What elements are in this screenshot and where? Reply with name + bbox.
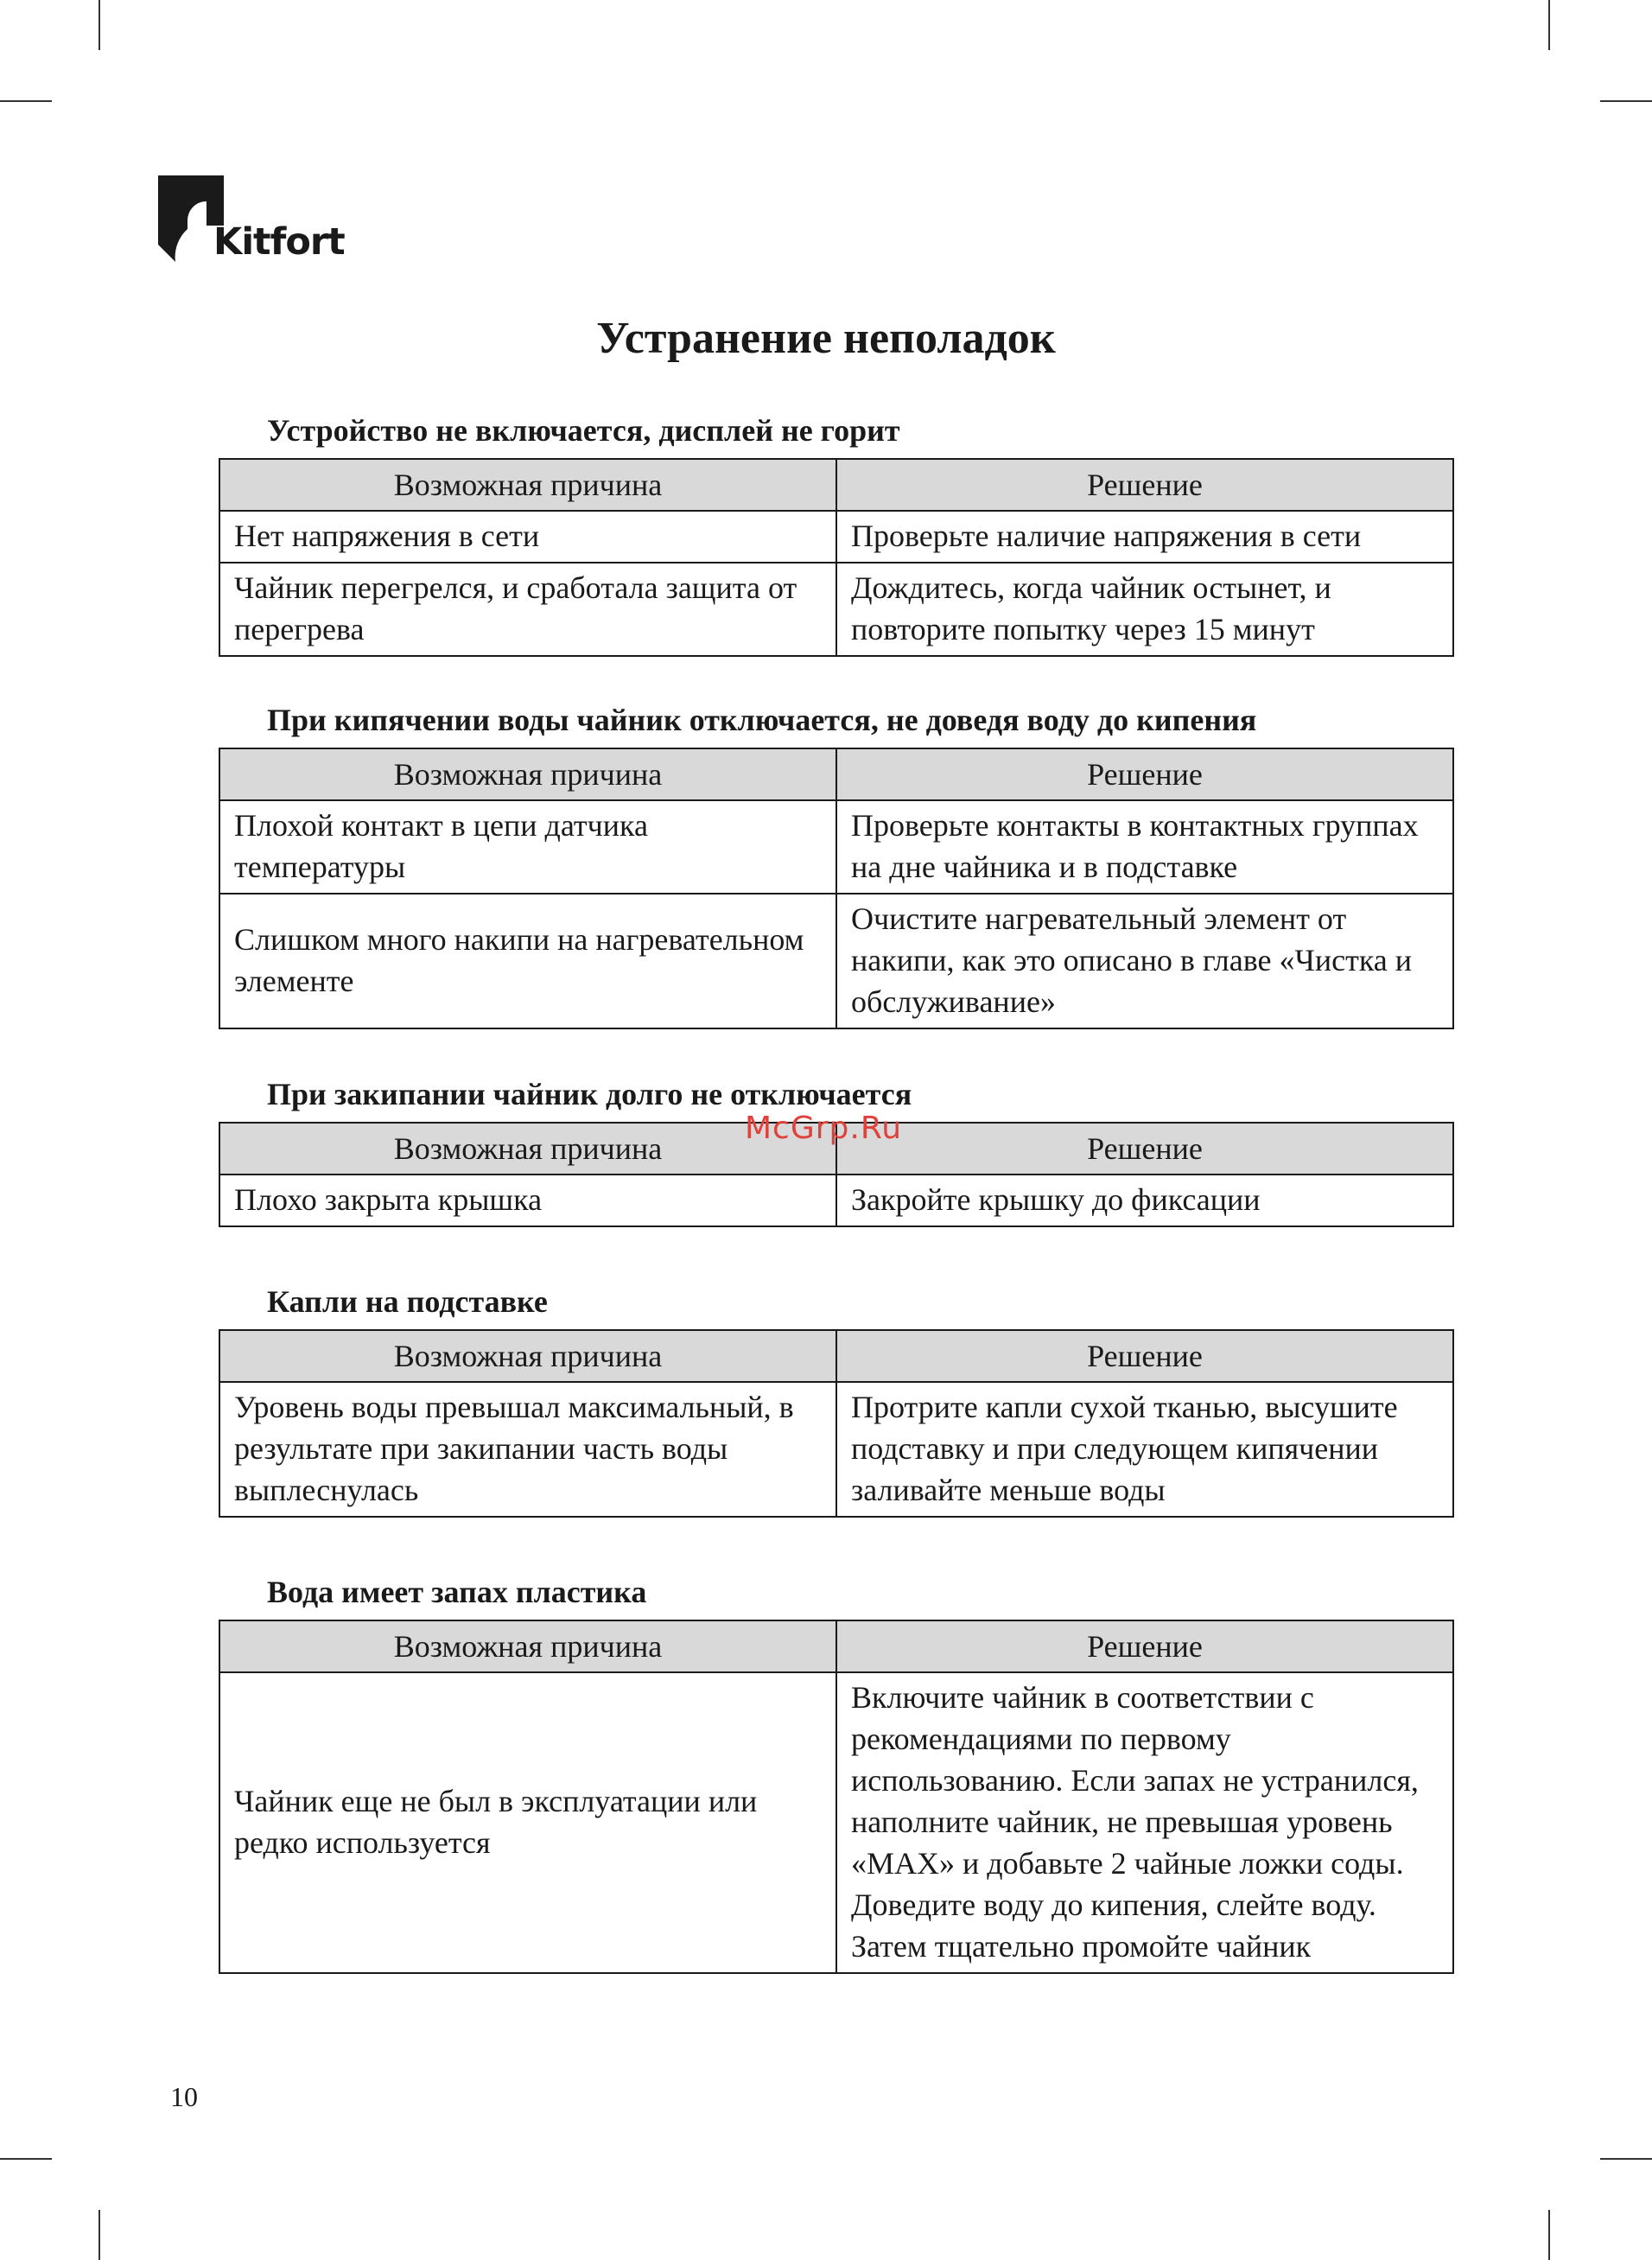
section-kettle-turns-off-early	[219, 696, 1452, 1029]
page-number: 10	[170, 2081, 198, 2112]
table-header-row	[219, 1330, 1453, 1382]
crop-mark	[1548, 0, 1550, 50]
section-plastic-smell	[219, 1568, 1452, 1974]
cause-cell: Плохой контакт в цепи датчика температуры	[219, 800, 836, 894]
table-row	[219, 894, 1453, 1028]
header-cause: Возможная причина	[219, 1123, 836, 1175]
solution-cell: Закройте крышку до фиксации	[836, 1175, 1453, 1226]
crop-mark	[1600, 2158, 1652, 2160]
crop-mark	[1548, 2210, 1550, 2260]
table-row	[219, 511, 1453, 563]
table-row	[219, 1382, 1453, 1517]
solution-cell: Включите чайник в соответствии с рекомендациями по первому использованию. Если запах не устранился, наполните чайник, не превышая уровень «MAX» и добавьте 2 чайные ложки соды. Доведите воду до кипения, слейте воду. Затем тщательно промойте чайник	[836, 1672, 1453, 1973]
table-header-row	[219, 459, 1453, 511]
troubleshooting-table	[219, 1620, 1454, 1974]
section-title: Капли на подставке	[267, 1284, 548, 1319]
watermark-text: McGrp.Ru	[745, 1111, 903, 1146]
solution-cell: Проверьте наличие напряжения в сети	[836, 511, 1453, 563]
solution-cell: Дождитесь, когда чайник остынет, и повторите попытку через 15 минут	[836, 563, 1453, 656]
table-row	[219, 800, 1453, 894]
cause-cell: Чайник еще не был в эксплуатации или редко используется	[219, 1672, 836, 1973]
crop-mark	[98, 2210, 100, 2260]
crop-mark	[98, 0, 100, 50]
cause-cell: Плохо закрыта крышка	[219, 1175, 836, 1226]
logo-brand-text: Kitfort	[213, 220, 345, 264]
section-title: При кипячении воды чайник отключается, не доведя воду до кипения	[267, 703, 1257, 737]
header-solution: Решение	[836, 1123, 1453, 1175]
table-row	[219, 1175, 1453, 1226]
troubleshooting-table	[219, 1329, 1454, 1518]
cause-cell: Уровень воды превышал максимальный, в результате при закипании часть воды выплеснулась	[219, 1382, 836, 1517]
troubleshooting-table	[219, 458, 1454, 657]
section-kettle-does-not-turn-off	[219, 1070, 1452, 1227]
header-solution: Решение	[836, 748, 1453, 800]
header-cause: Возможная причина	[219, 1330, 836, 1382]
crop-mark	[0, 100, 52, 102]
page-title: Устранение неполадок	[596, 314, 1056, 363]
troubleshooting-table	[219, 748, 1454, 1029]
crop-mark	[1600, 100, 1652, 102]
table-row	[219, 563, 1453, 656]
solution-cell: Очистите нагревательный элемент от накипи, как это описано в главе «Чистка и обслуживание»	[836, 894, 1453, 1028]
table-header-row	[219, 748, 1453, 800]
header-cause: Возможная причина	[219, 748, 836, 800]
cause-cell: Чайник перегрелся, и сработала защита от перегрева	[219, 563, 836, 656]
cause-cell: Слишком много накипи на нагревательном элементе	[219, 894, 836, 1028]
section-title: При закипании чайник долго не отключается	[267, 1077, 912, 1111]
section-drops-on-base	[219, 1277, 1452, 1518]
header-solution: Решение	[836, 459, 1453, 511]
solution-cell: Протрите капли сухой тканью, высушите подставку и при следующем кипячении заливайте меньше воды	[836, 1382, 1453, 1517]
crop-mark	[0, 2158, 52, 2160]
table-header-row	[219, 1620, 1453, 1672]
header-cause: Возможная причина	[219, 459, 836, 511]
solution-cell: Проверьте контакты в контактных группах на дне чайника и в подставке	[836, 800, 1453, 894]
section-device-not-turning-on	[219, 406, 1452, 657]
section-title: Вода имеет запах пластика	[267, 1575, 647, 1609]
header-solution: Решение	[836, 1330, 1453, 1382]
kitfort-logo	[158, 175, 357, 271]
cause-cell: Нет напряжения в сети	[219, 511, 836, 563]
table-row	[219, 1672, 1453, 1973]
header-cause: Возможная причина	[219, 1620, 836, 1672]
header-solution: Решение	[836, 1620, 1453, 1672]
section-title: Устройство не включается, дисплей не горит	[267, 413, 900, 448]
